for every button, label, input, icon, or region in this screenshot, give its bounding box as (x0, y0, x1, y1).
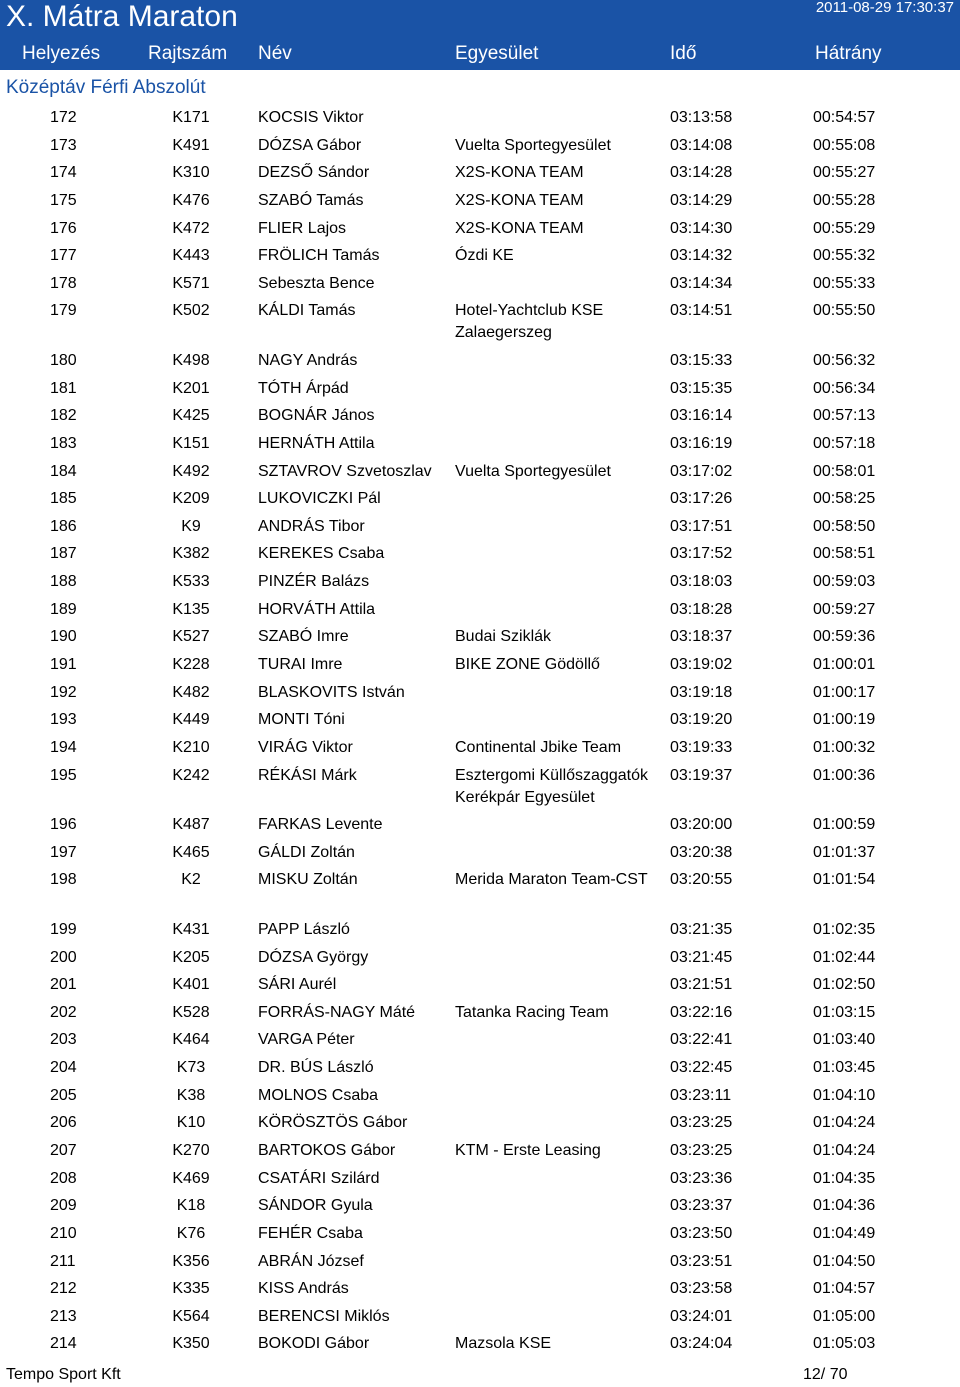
time-cell: 03:16:19 (670, 434, 733, 452)
table-row (0, 543, 960, 571)
name-cell: ABRÁN József (258, 1252, 364, 1270)
time-cell: 03:14:28 (670, 164, 733, 182)
bib-cell: K469 (172, 1169, 210, 1187)
table-row (0, 488, 960, 516)
name-cell: SÁRI Aurél (258, 976, 337, 994)
gap-cell: 00:57:18 (813, 434, 876, 452)
name-cell: MOLNOS Csaba (258, 1086, 379, 1104)
name-cell: BOKODI Gábor (258, 1335, 370, 1353)
name-cell: NAGY András (258, 351, 358, 369)
table-row (0, 350, 960, 378)
table-row (0, 405, 960, 433)
bib-cell: K9 (181, 517, 201, 535)
bib-cell: K449 (172, 711, 210, 729)
time-cell: 03:14:34 (670, 274, 733, 292)
table-row (0, 599, 960, 627)
gap-cell: 00:55:27 (813, 164, 876, 182)
bib-cell: K310 (172, 164, 210, 182)
table-row (0, 765, 960, 815)
name-cell: FARKAS Levente (258, 816, 383, 834)
position-cell: 179 (50, 302, 77, 320)
time-cell: 03:17:51 (670, 517, 733, 535)
gap-cell: 01:02:35 (813, 920, 876, 938)
club-cell: Hotel-Yachtclub KSE Zalaegerszeg (455, 302, 604, 342)
name-cell: HERNÁTH Attila (258, 434, 375, 452)
gap-cell: 00:54:57 (813, 109, 876, 126)
table-row (0, 842, 960, 870)
bib-cell: K527 (172, 628, 210, 646)
club-cell: Vuelta Sportegyesület (455, 462, 611, 480)
gap-cell: 01:04:57 (813, 1280, 876, 1298)
position-cell: 214 (50, 1335, 77, 1353)
generated-datetime: 2011-08-29 17:30:37 (815, 0, 954, 16)
name-cell: SZABÓ Imre (258, 628, 349, 646)
time-cell: 03:21:45 (670, 948, 733, 966)
bib-cell: K443 (172, 247, 210, 265)
gap-cell: 01:02:50 (813, 976, 876, 994)
gap-cell: 01:03:40 (813, 1031, 876, 1049)
table-row (0, 162, 960, 190)
gap-cell: 00:58:50 (813, 517, 876, 535)
name-cell: Sebeszta Bence (258, 274, 375, 292)
gap-cell: 01:00:59 (813, 816, 876, 834)
gap-cell: 01:03:15 (813, 1003, 876, 1021)
position-cell: 213 (50, 1307, 77, 1325)
time-cell: 03:23:36 (670, 1169, 733, 1187)
table-row (0, 1195, 960, 1223)
bib-cell: K482 (172, 683, 210, 701)
position-cell: 183 (50, 434, 77, 452)
position-cell: 209 (50, 1197, 77, 1215)
gap-cell: 01:02:44 (813, 948, 876, 966)
bib-cell: K205 (172, 948, 210, 966)
name-cell: LUKOVICZKI Pál (258, 490, 381, 508)
gap-cell: 00:56:32 (813, 351, 876, 369)
bib-cell: K571 (172, 274, 210, 292)
position-cell: 181 (50, 379, 77, 397)
table-row (0, 1112, 960, 1140)
club-cell: Mazsola KSE (455, 1335, 552, 1353)
position-cell: 189 (50, 600, 77, 618)
club-cell: Vuelta Sportegyesület (455, 136, 611, 154)
position-cell: 177 (50, 247, 77, 265)
position-cell: 192 (50, 683, 77, 701)
position-cell: 174 (50, 164, 77, 182)
club-cell: X2S-KONA TEAM (455, 191, 584, 209)
position-cell: 178 (50, 274, 77, 292)
position-cell: 194 (50, 738, 77, 756)
gap-cell: 01:00:17 (813, 683, 876, 701)
time-cell: 03:22:45 (670, 1059, 733, 1077)
time-cell: 03:17:52 (670, 545, 733, 563)
time-cell: 03:23:25 (670, 1114, 733, 1132)
header-banner (0, 0, 960, 70)
table-row (0, 947, 960, 975)
bib-cell: K270 (172, 1142, 210, 1159)
table-row (0, 1002, 960, 1030)
time-cell: 03:23:25 (670, 1142, 733, 1159)
table-row (0, 245, 960, 273)
gap-cell: 01:04:49 (813, 1224, 876, 1242)
table-row (0, 654, 960, 682)
gap-cell: 01:01:37 (813, 843, 876, 861)
name-cell: KOCSIS Viktor (258, 109, 364, 126)
club-cell: Ózdi KE (455, 247, 514, 265)
time-cell: 03:21:35 (670, 920, 733, 938)
table-row (0, 1251, 960, 1279)
column-header-club: Egyesület (455, 43, 539, 64)
table-row (0, 1057, 960, 1085)
gap-cell: 01:00:36 (813, 766, 876, 784)
name-cell: MISKU Zoltán (258, 871, 358, 889)
position-cell: 191 (50, 656, 77, 674)
position-cell: 173 (50, 136, 77, 154)
name-cell: KISS András (258, 1280, 349, 1298)
position-cell: 185 (50, 490, 77, 508)
gap-cell: 00:55:33 (813, 274, 876, 292)
name-cell: TURAI Imre (258, 656, 343, 674)
time-cell: 03:14:51 (670, 302, 733, 320)
position-cell: 195 (50, 766, 77, 784)
table-row (0, 300, 960, 350)
event-title: X. Mátra Maraton (6, 0, 238, 33)
position-cell: 206 (50, 1114, 77, 1132)
name-cell: BERENCSI Miklós (258, 1307, 390, 1325)
time-cell: 03:14:08 (670, 136, 733, 154)
gap-cell: 00:55:29 (813, 219, 876, 237)
time-cell: 03:20:55 (670, 871, 733, 889)
bib-cell: K18 (176, 1197, 206, 1215)
bib-cell: K528 (172, 1003, 210, 1021)
gap-cell: 00:59:27 (813, 600, 876, 618)
club-cell: X2S-KONA TEAM (455, 164, 584, 182)
name-cell: VIRÁG Viktor (258, 738, 353, 756)
name-cell: FEHÉR Csaba (258, 1224, 363, 1242)
bib-cell: K464 (172, 1031, 210, 1049)
position-cell: 211 (50, 1252, 76, 1270)
table-row (0, 571, 960, 599)
table-row (0, 1278, 960, 1306)
bib-cell: K76 (176, 1224, 206, 1242)
gap-cell: 01:04:35 (813, 1169, 876, 1187)
name-cell: FLIER Lajos (258, 219, 347, 237)
table-row (0, 433, 960, 461)
bib-cell: K73 (176, 1059, 206, 1077)
table-row (0, 1168, 960, 1196)
bib-cell: K498 (172, 351, 210, 369)
position-cell: 210 (50, 1224, 77, 1242)
position-cell: 196 (50, 816, 77, 834)
column-header-name: Név (258, 43, 292, 64)
position-cell: 188 (50, 573, 77, 591)
position-cell: 200 (50, 948, 77, 966)
gap-cell: 01:00:01 (813, 656, 876, 674)
table-row (0, 1029, 960, 1057)
table-row (0, 107, 960, 135)
table-row (0, 869, 960, 919)
name-cell: KÁLDI Tamás (258, 302, 356, 320)
name-cell: DÓZSA Gábor (258, 136, 362, 154)
time-cell: 03:20:00 (670, 816, 733, 834)
bib-cell: K151 (172, 434, 210, 452)
time-cell: 03:14:32 (670, 247, 733, 265)
gap-cell: 01:04:24 (813, 1142, 876, 1159)
name-cell: TÓTH Árpád (258, 379, 349, 397)
gap-cell: 00:59:03 (813, 573, 876, 591)
table-row (0, 1085, 960, 1113)
name-cell: RÉKÁSI Márk (258, 766, 357, 784)
bib-cell: K533 (172, 573, 210, 591)
club-cell: Continental Jbike Team (455, 738, 622, 756)
gap-cell: 00:55:08 (813, 136, 876, 154)
name-cell: ANDRÁS Tibor (258, 517, 365, 535)
position-cell: 212 (50, 1280, 77, 1298)
footer-organizer: Tempo Sport Kft (6, 1366, 121, 1383)
time-cell: 03:23:51 (670, 1252, 733, 1270)
table-row (0, 626, 960, 654)
table-row (0, 919, 960, 947)
bib-cell: K210 (172, 738, 210, 756)
name-cell: FRÖLICH Tamás (258, 247, 380, 265)
bib-cell: K209 (172, 490, 210, 508)
name-cell: SZTAVROV Szvetoszlav (258, 462, 432, 480)
name-cell: DR. BÚS László (258, 1059, 374, 1077)
position-cell: 184 (50, 462, 77, 480)
position-cell: 187 (50, 545, 77, 563)
gap-cell: 01:00:32 (813, 738, 876, 756)
gap-cell: 01:03:45 (813, 1059, 876, 1077)
time-cell: 03:15:33 (670, 351, 733, 369)
position-cell: 208 (50, 1169, 77, 1187)
table-row (0, 461, 960, 489)
bib-cell: K487 (172, 816, 210, 834)
bib-cell: K38 (176, 1086, 206, 1104)
bib-cell: K476 (172, 191, 210, 209)
time-cell: 03:16:14 (670, 407, 733, 425)
table-row (0, 814, 960, 842)
club-cell: X2S-KONA TEAM (455, 219, 584, 237)
time-cell: 03:18:28 (670, 600, 733, 618)
time-cell: 03:24:01 (670, 1307, 733, 1325)
position-cell: 193 (50, 711, 77, 729)
table-row (0, 1306, 960, 1334)
name-cell: HORVÁTH Attila (258, 600, 376, 618)
gap-cell: 00:58:51 (813, 545, 876, 563)
name-cell: FORRÁS-NAGY Máté (258, 1003, 416, 1021)
time-cell: 03:13:58 (670, 109, 733, 126)
club-cell: Tatanka Racing Team (455, 1003, 609, 1021)
bib-cell: K564 (172, 1307, 210, 1325)
name-cell: DÓZSA György (258, 948, 369, 966)
time-cell: 03:22:16 (670, 1003, 733, 1021)
time-cell: 03:19:20 (670, 711, 733, 729)
position-cell: 182 (50, 407, 77, 425)
time-cell: 03:18:37 (670, 628, 733, 646)
position-cell: 201 (50, 976, 77, 994)
position-cell: 207 (50, 1142, 77, 1159)
position-cell: 175 (50, 191, 77, 209)
table-row (0, 1333, 960, 1361)
bib-cell: K335 (172, 1280, 210, 1298)
name-cell: PINZÉR Balázs (258, 573, 370, 591)
table-row (0, 737, 960, 765)
gap-cell: 01:04:10 (813, 1086, 876, 1104)
bib-cell: K502 (172, 302, 210, 320)
column-header-position: Helyezés (22, 43, 101, 64)
name-cell: GÁLDI Zoltán (258, 843, 355, 861)
table-row (0, 378, 960, 406)
name-cell: VARGA Péter (258, 1031, 355, 1049)
time-cell: 03:21:51 (670, 976, 733, 994)
table-row (0, 516, 960, 544)
time-cell: 03:23:37 (670, 1197, 733, 1215)
time-cell: 03:19:18 (670, 683, 733, 701)
bib-cell: K356 (172, 1252, 210, 1270)
name-cell: BLASKOVITS István (258, 683, 405, 701)
time-cell: 03:20:38 (670, 843, 733, 861)
name-cell: SÁNDOR Gyula (258, 1197, 373, 1215)
bib-cell: K350 (172, 1335, 210, 1353)
bib-cell: K242 (172, 766, 210, 784)
name-cell: DEZSŐ Sándor (258, 164, 370, 182)
column-header-bib: Rajtszám (148, 43, 228, 64)
time-cell: 03:14:30 (670, 219, 733, 237)
name-cell: CSATÁRI Szilárd (258, 1169, 380, 1187)
position-cell: 204 (50, 1059, 77, 1077)
bib-cell: K10 (176, 1114, 206, 1132)
club-cell: Merida Maraton Team-CST (455, 871, 648, 889)
table-row (0, 974, 960, 1002)
gap-cell: 00:57:13 (813, 407, 876, 425)
results-table (0, 107, 960, 1361)
gap-cell: 00:55:32 (813, 247, 876, 265)
time-cell: 03:23:58 (670, 1280, 733, 1298)
bib-cell: K171 (172, 109, 210, 126)
bib-cell: K135 (172, 600, 210, 618)
table-row (0, 218, 960, 246)
column-header-gap: Hátrány (815, 43, 882, 64)
club-cell: BIKE ZONE Gödöllő (455, 656, 600, 674)
gap-cell: 00:58:01 (813, 462, 876, 480)
position-cell: 199 (50, 920, 77, 938)
gap-cell: 01:01:54 (813, 871, 876, 889)
gap-cell: 01:04:36 (813, 1197, 876, 1215)
bib-cell: K2 (181, 871, 201, 889)
name-cell: MONTI Tóni (258, 711, 345, 729)
name-cell: BOGNÁR János (258, 407, 375, 425)
table-row (0, 1223, 960, 1251)
time-cell: 03:14:29 (670, 191, 733, 209)
time-cell: 03:22:41 (670, 1031, 733, 1049)
bib-cell: K491 (172, 136, 210, 154)
gap-cell: 00:55:50 (813, 302, 876, 320)
table-row (0, 1140, 960, 1168)
name-cell: PAPP László (258, 920, 350, 938)
bib-cell: K492 (172, 462, 210, 480)
bib-cell: K201 (172, 379, 210, 397)
gap-cell: 00:58:25 (813, 490, 876, 508)
position-cell: 180 (50, 351, 77, 369)
time-cell: 03:23:50 (670, 1224, 733, 1242)
position-cell: 198 (50, 871, 77, 889)
name-cell: BARTOKOS Gábor (258, 1142, 396, 1159)
gap-cell: 00:55:28 (813, 191, 876, 209)
bib-cell: K431 (172, 920, 210, 938)
position-cell: 190 (50, 628, 77, 646)
column-header-time: Idő (670, 43, 697, 64)
name-cell: KEREKES Csaba (258, 545, 385, 563)
bib-cell: K401 (172, 976, 210, 994)
position-cell: 176 (50, 219, 77, 237)
position-cell: 203 (50, 1031, 77, 1049)
gap-cell: 01:00:19 (813, 711, 876, 729)
gap-cell: 01:05:00 (813, 1307, 876, 1325)
time-cell: 03:24:04 (670, 1335, 733, 1353)
table-row (0, 135, 960, 163)
table-row (0, 682, 960, 710)
table-row (0, 709, 960, 737)
time-cell: 03:15:35 (670, 379, 733, 397)
position-cell: 202 (50, 1003, 77, 1021)
time-cell: 03:19:33 (670, 738, 733, 756)
time-cell: 03:18:03 (670, 573, 733, 591)
time-cell: 03:17:02 (670, 462, 733, 480)
bib-cell: K228 (172, 656, 210, 674)
footer-page-number: 12/ 70 (803, 1366, 848, 1383)
club-cell: Budai Sziklák (455, 628, 552, 646)
time-cell: 03:17:26 (670, 490, 733, 508)
bib-cell: K425 (172, 407, 210, 425)
position-cell: 205 (50, 1086, 77, 1104)
bib-cell: K382 (172, 545, 210, 563)
gap-cell: 01:04:24 (813, 1114, 876, 1132)
bib-cell: K465 (172, 843, 210, 861)
gap-cell: 01:05:03 (813, 1335, 876, 1353)
gap-cell: 01:04:50 (813, 1252, 876, 1270)
gap-cell: 00:59:36 (813, 628, 876, 646)
category-title: Középtáv Férfi Abszolút (6, 77, 206, 98)
time-cell: 03:19:02 (670, 656, 733, 674)
position-cell: 172 (50, 109, 77, 126)
table-row (0, 190, 960, 218)
table-row (0, 273, 960, 301)
position-cell: 186 (50, 517, 77, 535)
position-cell: 197 (50, 843, 77, 861)
bib-cell: K472 (172, 219, 210, 237)
club-cell: Esztergomi Küllőszaggatók Kerékpár Egyesület (455, 766, 648, 806)
time-cell: 03:23:11 (670, 1086, 732, 1104)
name-cell: KÖRÖSZTÖS Gábor (258, 1114, 408, 1132)
club-cell: KTM - Erste Leasing (455, 1142, 601, 1159)
time-cell: 03:19:37 (670, 766, 733, 784)
name-cell: SZABÓ Tamás (258, 191, 364, 209)
gap-cell: 00:56:34 (813, 379, 876, 397)
